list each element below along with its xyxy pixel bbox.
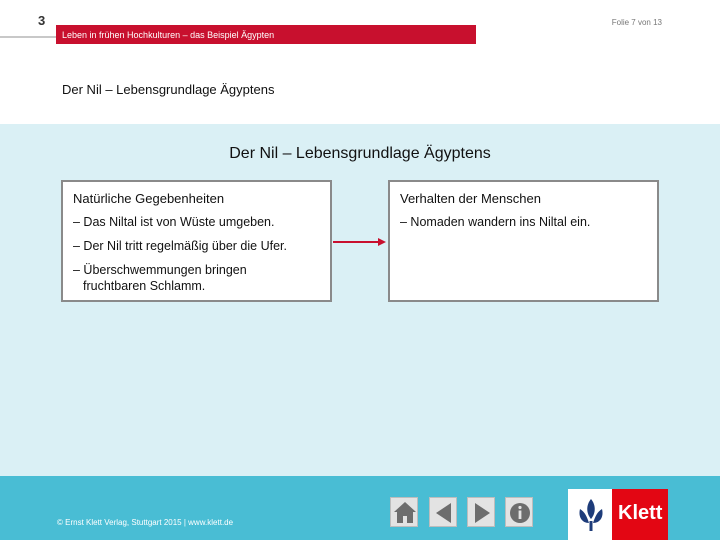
natural-conditions-box <box>61 180 332 302</box>
human-behavior-item <box>400 214 652 230</box>
home-icon <box>391 498 419 528</box>
arrow-head <box>378 238 386 246</box>
natural-condition-item <box>73 262 325 294</box>
triangle-left-icon <box>430 498 458 528</box>
item-text: – Das Niltal ist von Wüste umgeben. <box>73 215 275 229</box>
slide-title: Der Nil – Lebensgrundlage Ägyptens <box>62 82 275 97</box>
human-behavior-box <box>388 180 659 302</box>
info-icon <box>506 498 534 528</box>
slide-counter: Folie 7 von 13 <box>611 18 662 27</box>
chapter-number: 3 <box>38 13 46 28</box>
klett-logo <box>568 489 668 540</box>
header-divider <box>0 36 60 38</box>
arrow-connector <box>333 236 387 248</box>
back-button[interactable] <box>429 497 457 527</box>
klett-flower-icon <box>572 495 610 535</box>
item-text-continued: fruchtbaren Schlamm. <box>83 279 206 293</box>
natural-condition-item <box>73 214 325 230</box>
home-button[interactable] <box>390 497 418 527</box>
header-bar-text: Leben in frühen Hochkulturen – das Beispiel Ägypten <box>62 30 275 40</box>
item-text: – Der Nil tritt regelmäßig über die Ufer. <box>73 239 287 253</box>
natural-condition-item <box>73 238 325 254</box>
footer-copyright: © Ernst Klett Verlag, Stuttgart 2015 | www.klett.de <box>57 518 234 527</box>
content-heading: Der Nil – Lebensgrundlage Ägyptens <box>229 145 491 162</box>
item-text: – Überschwemmungen bringen <box>73 263 247 277</box>
item-text: – Nomaden wandern ins Niltal ein. <box>400 215 591 229</box>
human-behavior-title: Verhalten der Menschen <box>400 191 541 206</box>
info-button[interactable] <box>505 497 533 527</box>
natural-conditions-title: Natürliche Gegebenheiten <box>73 191 225 206</box>
forward-button[interactable] <box>467 497 495 527</box>
triangle-right-icon <box>468 498 496 528</box>
logo-text: Klett <box>618 502 663 524</box>
